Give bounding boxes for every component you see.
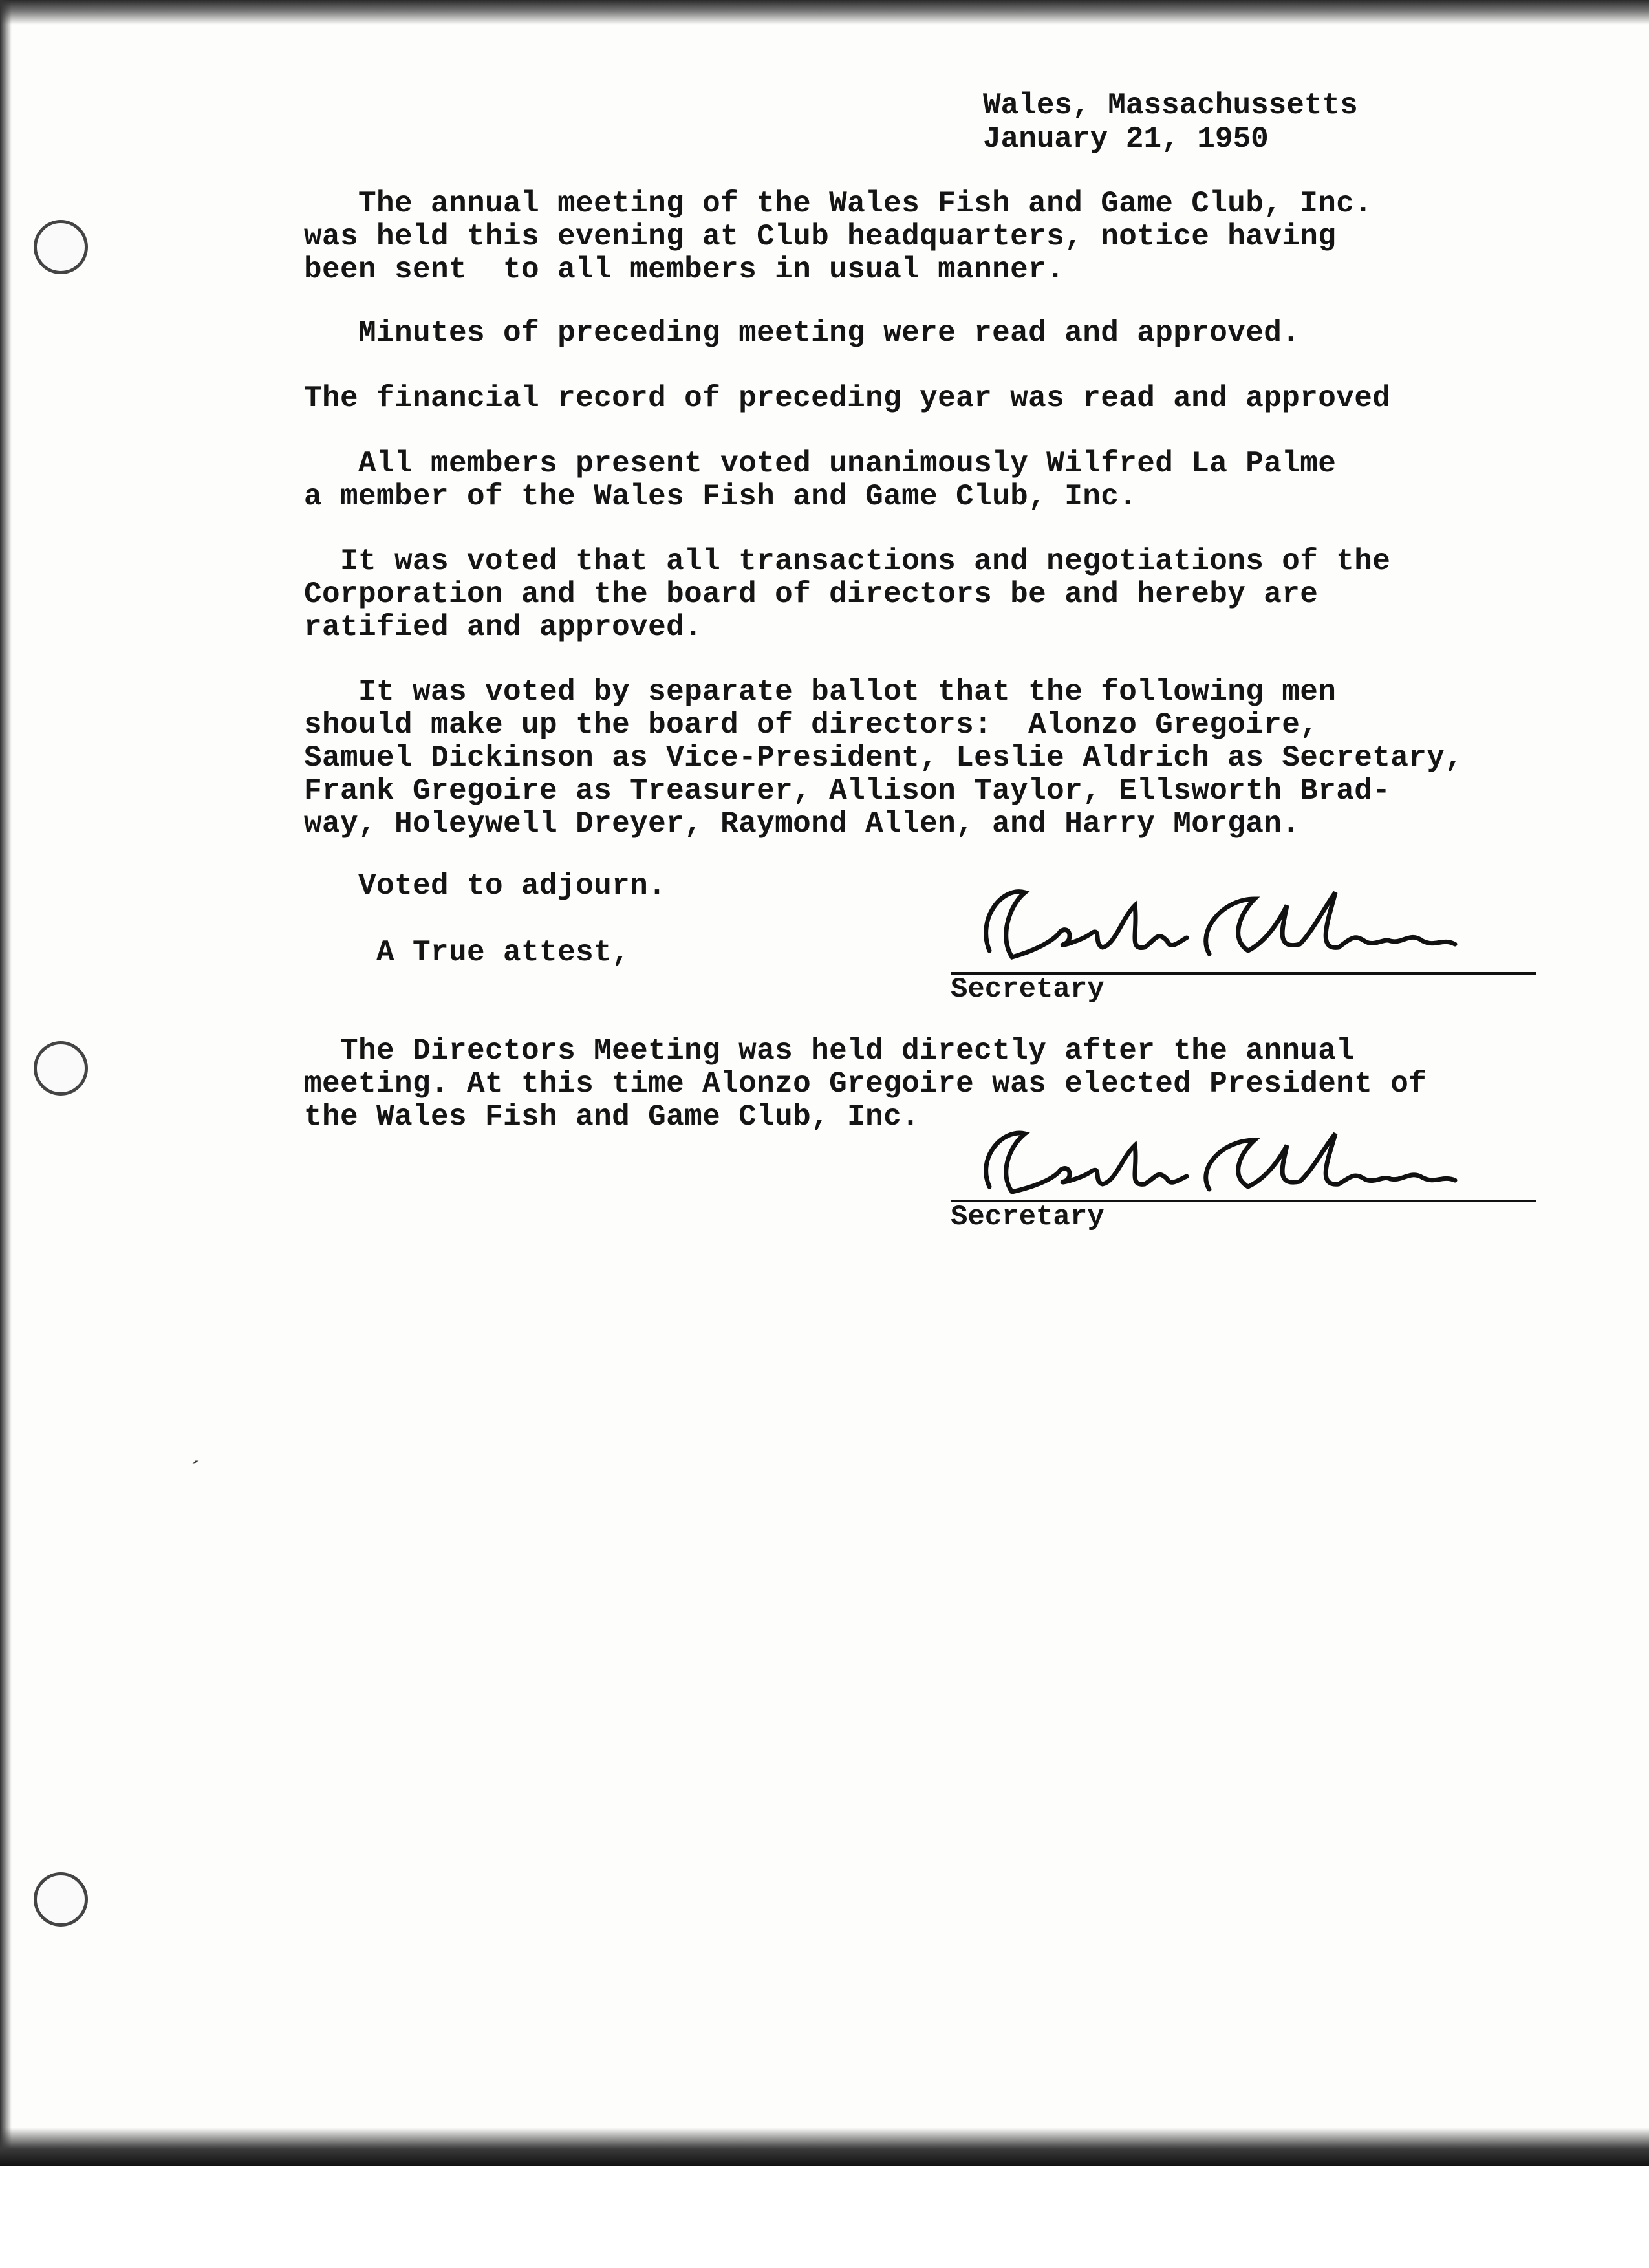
signature-label-2: Secretary (951, 1201, 1105, 1233)
scan-edge-top (0, 0, 1649, 25)
punch-hole-top (34, 220, 88, 274)
stray-ink-mark: ´ (188, 1458, 204, 1487)
scan-edge-bottom (0, 2128, 1649, 2166)
header-date: January 21, 1950 (983, 122, 1269, 156)
punch-hole-middle (34, 1041, 88, 1096)
scan-background (0, 2166, 1649, 2268)
paragraph-new-member: All members present voted unanimously Wilfred La Palme a member of the Wales Fish and Game Club, Inc. (304, 447, 1337, 513)
signature-leslie-aldrich-2 (964, 1122, 1468, 1206)
punch-hole-bottom (34, 1872, 88, 1927)
signature-leslie-aldrich-1 (964, 880, 1468, 977)
paragraph-ratification: It was voted that all transactions and negotiations of the Corporation and the board of directors be and hereby are ratified and approved. (304, 545, 1391, 644)
paragraph-annual-meeting: The annual meeting of the Wales Fish and Game Club, Inc. was held this evening at Club headquarters, notice having been sent to all members in usual manner. (304, 187, 1373, 286)
paragraph-adjourn: Voted to adjourn. (304, 869, 667, 903)
scan-edge-left (0, 0, 12, 2268)
header-place: Wales, Massachussetts (983, 89, 1358, 122)
attest-text: A True attest, (304, 936, 630, 969)
paragraph-directors-meeting: The Directors Meeting was held directly after the annual meeting. At this time Alonzo Gregoire was elected President of the Wales Fish and Game Club, Inc. (304, 1034, 1427, 1134)
paragraph-board-election: It was voted by separate ballot that the following men should make up the board of directors: Alonzo Gregoire, Samuel Dickinson as Vice-President, Leslie Aldrich as Secretary, Frank Gregoire as Treasurer, Allison Taylor, Ellsworth Brad- way, Holeywell Dreyer, Raymond Allen, and Harry Morgan. (304, 675, 1463, 841)
paragraph-financial-record: The financial record of preceding year was read and approved (304, 382, 1391, 415)
paragraph-minutes: Minutes of preceding meeting were read and approved. (304, 316, 1300, 350)
signature-label-1: Secretary (951, 973, 1105, 1006)
